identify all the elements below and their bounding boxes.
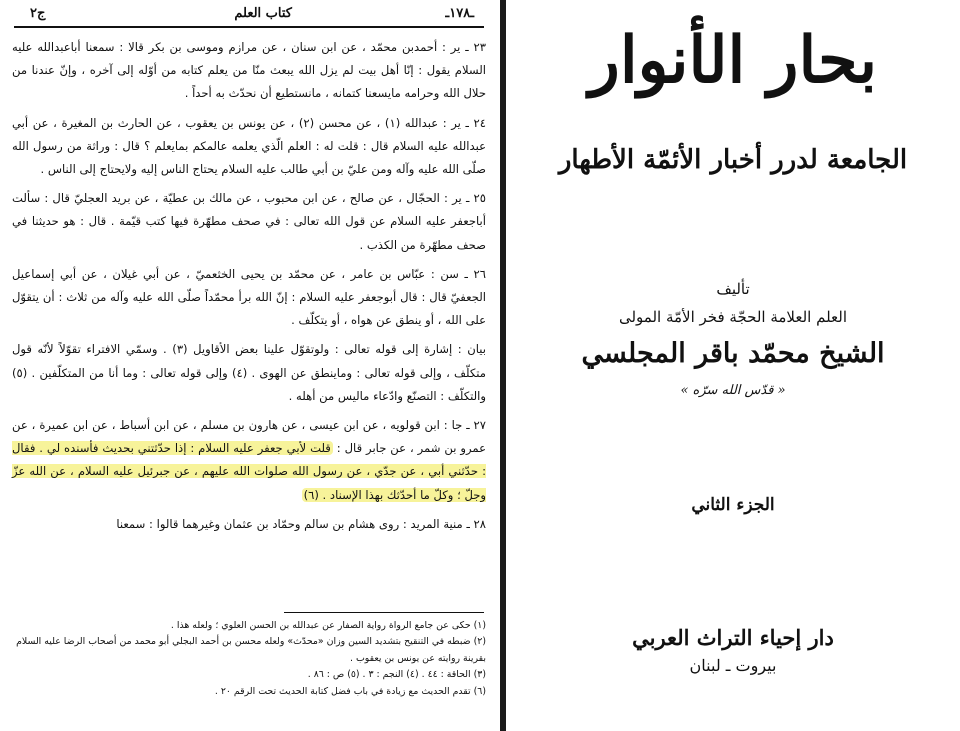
footnote-rule xyxy=(284,612,484,613)
running-header xyxy=(8,4,492,26)
author-label: تأليف xyxy=(716,280,750,298)
book-title: بحار الأنوار xyxy=(588,23,878,98)
hadith-paragraph: ٢٨ ـ منية المريد : روى هشام بن سالم وحمّاد بن عثمان وغيرهما قالوا : سمعنا xyxy=(116,516,486,531)
hadith-paragraph: ٢٤ ـ ير : عبدالله (١) ، عن محسن (٢) ، عن يونس بن يعقوب ، عن الحارث بن المغيرة ، عن أبي عبدالله عليه السلام قال : قلت له : العلم الّذي يعلمه عالمكم بمايعلم ؟ قال : وراثة من رسول الله صلّى الله عليه وآله ومن عليّ بن أبي طالب عليه السلام يحتاج الناس إليه ولايحتاج إلى الناس . xyxy=(12,115,487,177)
page-number: ـ١٧٨ـ xyxy=(445,6,474,21)
footnote: (٦) تقدم الحديث مع زيادة في باب فضل كتابة الحديث تحت الرقم ٢٠ . xyxy=(214,685,486,697)
book-subtitle: الجامعة لدرر أخبار الأئمّة الأطهار xyxy=(558,145,908,175)
volume-label: الجزء الثاني xyxy=(691,495,775,515)
commentary-paragraph: بيان : إشارة إلى قوله تعالى : ولوتقوّل علينا بعض الأقاويل (٣) . وسمّي الافتراء تقوّلاً لأنّه قول متكلّف ، وإلى قوله تعالى : وماينطق عن الهوى . (٤) وإلى قوله تعالى : وما أنا من المتكلّفين . (٥) والتكلّف : التصنّع وادّعاء ماليس من أهله . xyxy=(12,342,487,403)
hadith-paragraph-27 xyxy=(12,414,486,507)
hadith-paragraph: ٢٥ ـ ير : الحجّال ، عن صالح ، عن ابن محبوب ، عن مالك بن عطيّة ، عن بريد العجليّ قال : سألت أباجعفر عليه السلام عن قول الله تعالى : في صحف مطهّرة فيها كتب قيّمة . قال : هو حديثنا في صحف مطهّرة من الكذب . xyxy=(12,191,486,252)
header-rule xyxy=(14,26,484,28)
footnotes xyxy=(12,618,486,700)
footnote: (٢) ضبطه في التنقيح بتشديد السين وزان «محدّث» ولعله محسن بن أحمد البجلي أبو محمد من أصحاب الرضا عليه السلام بقرينة روايته عن يونس بن يعقوب . xyxy=(16,636,486,664)
author-epithet: العلم العلامة الحجّة فخر الأمّة المولى xyxy=(618,308,848,326)
hadith-paragraph: ٢٦ ـ سن : عبّاس بن عامر ، عن محمّد بن يحيى الخثعميّ ، عن أبي غيلان ، عن أبي إسماعيل الجعفيّ قال : قال أبوجعفر عليه السلام : إنّ الله برأ محمّداً صلّى الله عليه وآله من ثلاث : أن يتقوّل على الله ، أو ينطق عن هواه ، أو يتكلّف . xyxy=(12,266,486,328)
hadith-text xyxy=(12,36,486,536)
highlighted-passage: قلت لأبي جعفر عليه السلام : إذا حدّثتني بحديث فأسنده لي . فقال : حدّثني أبي ، عن جدّي ، عن رسول الله صلوات الله عليهم ، عن جبرئيل عليه السلام ، عن الله عزّ وجلّ ؛ وكلّ ما أحدّثك بهذا الإسناد . (٦) xyxy=(12,441,486,502)
author-name: الشيخ محمّد باقر المجلسي xyxy=(581,338,885,369)
publisher-place: بيروت ـ لبنان xyxy=(689,656,777,675)
hadith-paragraph: ٢٣ ـ ير : أحمدبن محمّد ، عن ابن سنان ، عن مرازم وموسى بن بكر قالا : سمعنا أباعبدالله عليه السلام يقول : إنّا أهل بيت لم يزل الله يبعث منّا من يعلم كتابه من أوّله إلى آخره ، وإنّ عندنا من حلال الله وحرامه مايسعنا كتمانه ، مانستطيع أن نحدّث به أحداً . xyxy=(12,40,486,101)
hadith-chain: ٢٧ ـ جا : ابن قولويه ، عن ابن عيسى ، عن هارون بن مسلم ، عن ابن أسباط ، عن ابن عميرة ، عن عمرو بن شمر ، عن جابر قال : xyxy=(12,418,486,456)
author-blessing: « قدّس الله سرّه » xyxy=(680,383,786,398)
running-title: كتاب العلم xyxy=(234,6,292,21)
footnote: (١) حكى عن جامع الرواة رواية الصفار عن عبدالله بن الحسن العلوي ؛ ولعله هذا . xyxy=(170,620,486,631)
footnote: (٣) الحاقة : ٤٤ . (٤) النجم : ٣ . (٥) ص : ٨٦ . xyxy=(307,669,486,681)
right-page xyxy=(506,0,960,731)
title-page xyxy=(506,0,960,731)
volume-mark: ج٢ xyxy=(30,6,46,21)
publisher: دار إحياء التراث العربي xyxy=(632,625,834,650)
